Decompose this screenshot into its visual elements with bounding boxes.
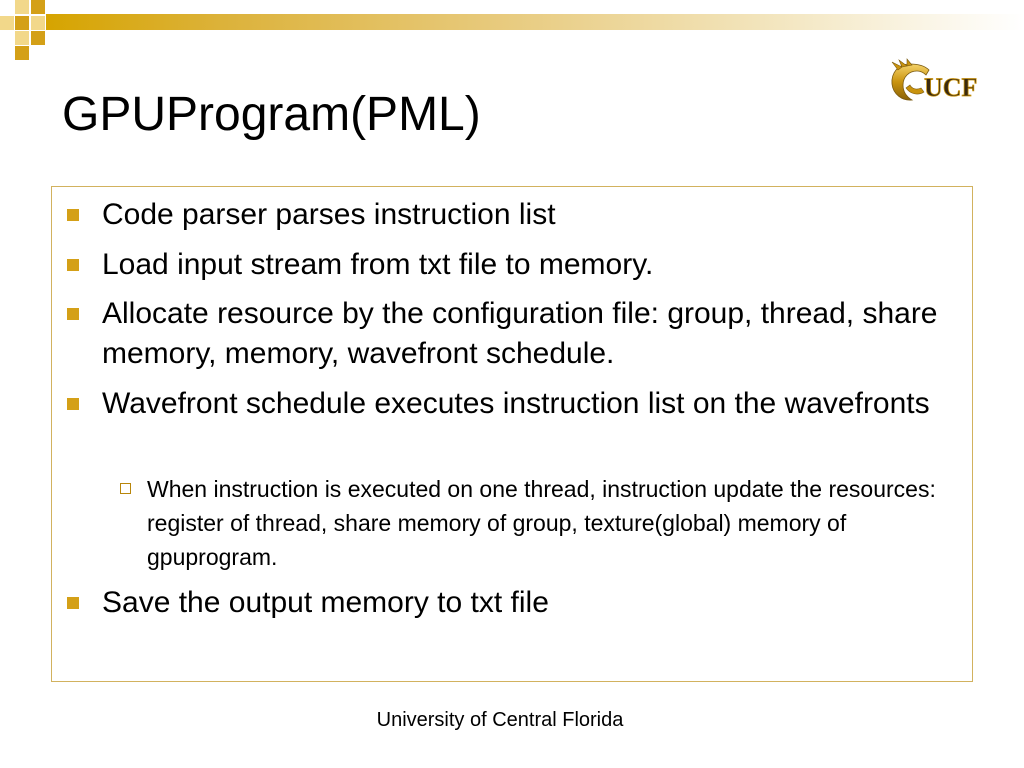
- decor-square: [31, 16, 45, 30]
- list-item: [102, 294, 972, 374]
- bullet-text: Load input stream from txt file to memory.: [102, 248, 654, 281]
- sub-list-item: [147, 472, 957, 574]
- decor-square: [15, 31, 29, 45]
- bullet-text: Save the output memory to txt file: [102, 586, 549, 619]
- square-bullet-icon: [67, 398, 79, 410]
- slide-title: GPUProgram(PML): [62, 88, 481, 141]
- square-bullet-icon: [67, 259, 79, 271]
- bullet-text: Code parser parses instruction list: [102, 198, 556, 231]
- decor-square: [31, 0, 45, 14]
- decor-square: [31, 31, 45, 45]
- header-decoration: [0, 0, 1024, 60]
- list-item: [102, 384, 972, 424]
- sub-bullet-text: When instruction is executed on one thread, instruction update the resources: register of thread, share memory of group, texture(global) memory of gpuprogram.: [147, 476, 936, 570]
- bullet-text: Allocate resource by the configuration file: group, thread, share memory, memory, wavefront schedule.: [102, 297, 938, 370]
- square-bullet-icon: [67, 597, 79, 609]
- decor-square: [15, 46, 29, 60]
- square-bullet-icon: [67, 209, 79, 221]
- header-gradient-bar: [46, 14, 1024, 30]
- ucf-pegasus-logo-icon: [888, 58, 998, 106]
- list-item: [102, 583, 972, 623]
- decor-square: [15, 0, 29, 14]
- decor-square: [0, 16, 14, 30]
- bullet-text: Wavefront schedule executes instruction list on the wavefronts: [102, 387, 930, 420]
- svg-text:UCF: UCF: [924, 73, 978, 102]
- slide-footer: University of Central Florida: [376, 709, 624, 731]
- square-bullet-icon: [67, 308, 79, 320]
- hollow-square-bullet-icon: [120, 483, 131, 494]
- content-box: [51, 186, 973, 682]
- list-item: [102, 195, 972, 235]
- list-item: [102, 245, 972, 285]
- decor-square: [15, 16, 29, 30]
